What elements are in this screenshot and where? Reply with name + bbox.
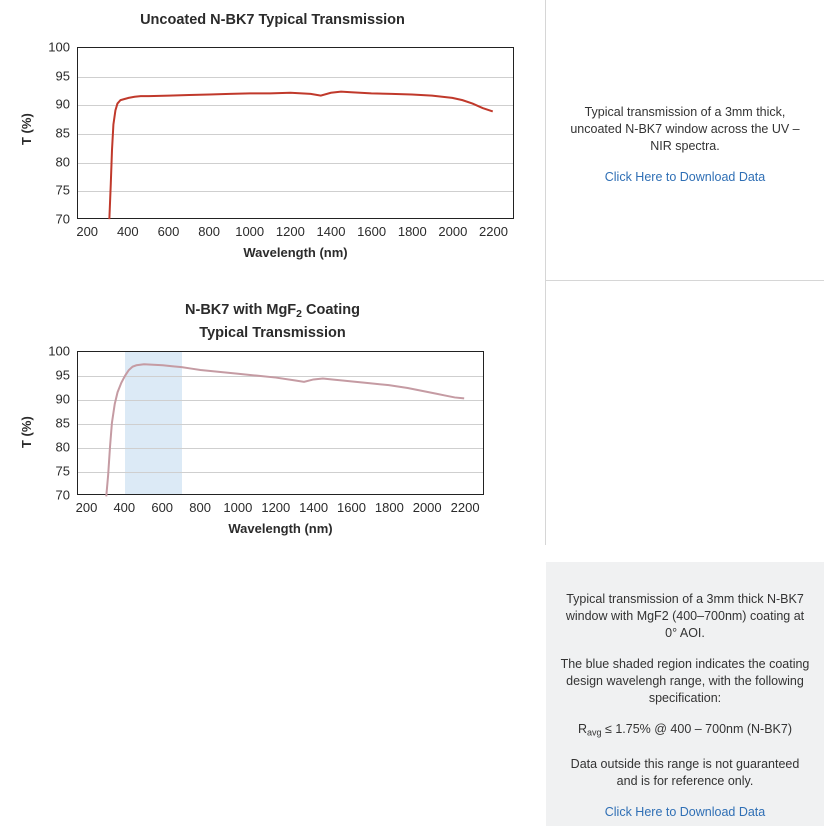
spec-avg-subscript: avg [587,727,602,738]
chart-1-ytick: 85 [55,125,70,141]
uncoated-description-text: Typical transmission of a 3mm thick, uncoated N-BK7 window across the UV – NIR spectra. [570,105,800,153]
chart-1-ytick: 70 [55,211,70,227]
chart-1-xtick: 800 [198,224,220,239]
chart-2-xtick: 1800 [374,500,404,515]
chart-1-xtick: 200 [76,224,99,239]
coated-description-text-1: Typical transmission of a 3mm thick N-BK7 window with MgF2 (400–700nm) coating at 0° AOI. [565,592,805,640]
chart-2-ytick: 80 [55,439,70,455]
top-row [0,0,824,281]
chart-2-ytick: 90 [55,391,70,407]
chart-2-ytick: 95 [55,367,70,383]
chart-2-ytick: 100 [48,343,70,359]
uncoated-chart-panel [0,0,545,281]
chart-2-xtick: 1000 [223,500,253,515]
coated-description-panel [546,562,824,826]
chart-2-x-axis-title: Wavelength (nm) [228,521,333,536]
chart-1-xtick: 1400 [316,224,346,239]
chart-1-xtick: 1200 [275,224,305,239]
coated-description-text-3: Data outside this range is not guaranteed and is for reference only. [570,756,800,788]
chart-1-xtick: 600 [157,224,180,239]
chart-2-ytick: 85 [55,415,70,431]
download-data-link-coated[interactable]: Click Here to Download Data [604,804,766,819]
chart-1-title: Uncoated N-BK7 Typical Transmission [140,12,405,28]
chart-1-xtick: 400 [116,224,139,239]
coated-chart-panel [0,281,545,545]
chart-1-plot-frame [77,47,514,219]
chart-1-curve [78,48,513,218]
chart-2-y-axis-title: T (%) [19,416,34,448]
chart-1-ytick: 100 [48,39,70,55]
chart-2-xtick: 1400 [299,500,329,515]
chart-1-plot-area [48,39,514,260]
chart-2-title-line1-post: Coating [301,302,360,318]
chart-2-ytick: 75 [55,463,70,479]
chart-2-curve [78,352,483,494]
chart-1-y-axis-title: T (%) [19,113,34,145]
chart-2-title-line1-pre: N-BK7 with MgF [185,302,297,318]
chart-2-xtick: 1600 [337,500,366,515]
chart-1-xtick: 1800 [397,224,427,239]
download-data-link-uncoated[interactable]: Click Here to Download Data [604,170,766,184]
chart-2-title-line2: Typical Transmission [199,324,346,341]
spec-r-symbol: R [577,722,588,736]
chart-1-ytick: 95 [55,68,70,84]
coating-spec-text [560,721,810,742]
chart-2-title-subscript: 2 [296,308,302,320]
chart-2-xtick: 400 [113,500,136,515]
chart-1-ytick: 90 [55,96,70,112]
chart-2-xtick: 800 [189,500,211,515]
chart-2-xtick: 600 [151,500,174,515]
chart-2-title [0,301,545,343]
chart-2-ytick: 70 [55,487,70,503]
chart-2-xtick: 200 [75,500,98,515]
chart-2-xtick: 2000 [412,500,442,515]
chart-1-ytick: 80 [55,154,70,170]
chart-1-xtick: 1000 [235,224,265,239]
chart-2-xtick: 1200 [261,500,291,515]
chart-1-xtick: 2200 [479,224,508,239]
coated-description-text-2: The blue shaded region indicates the coating design wavelengh range, with the following specification: [560,657,810,705]
chart-2-xtick: 2200 [450,500,480,515]
uncoated-description-panel [546,0,824,280]
chart-1-ytick: 75 [55,182,70,198]
bottom-row [0,281,824,819]
chart-1-x-axis-title: Wavelength (nm) [243,245,348,260]
spec-value: ≤ 1.75% @ 400 – 700nm (N-BK7) [601,722,793,736]
chart-2-plot-area [48,343,484,536]
chart-2-plot-frame [77,351,484,495]
chart-1-xtick: 2000 [438,224,468,239]
chart-1-xtick: 1600 [357,224,387,239]
